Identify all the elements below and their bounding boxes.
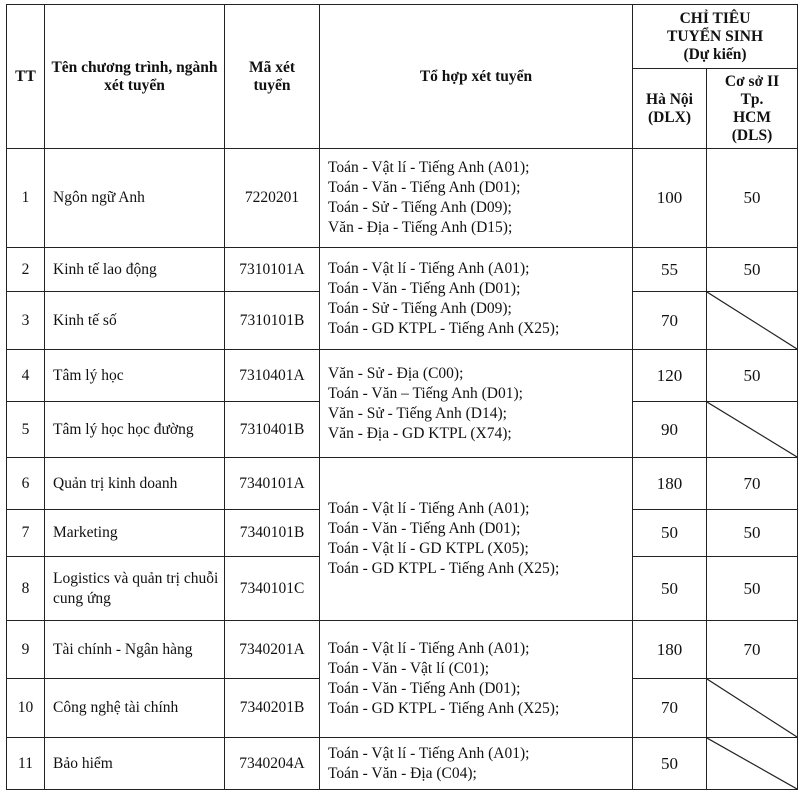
cell-program-name: Ngôn ngữ Anh — [45, 149, 225, 248]
header-quota-line3: (Dự kiến) — [683, 45, 747, 63]
header-hanoi-line2: (DLX) — [647, 108, 692, 126]
cell-program-name: Tâm lý học — [45, 350, 225, 402]
cell-subject-combination — [320, 149, 633, 248]
cell-admission-code: 7310101A — [225, 248, 320, 292]
cell-quota-hcm: 50 — [707, 149, 798, 248]
cell-quota-hcm-empty — [707, 679, 798, 738]
cell-quota-hcm: 70 — [707, 458, 798, 510]
cell-quota-hanoi: 120 — [633, 350, 707, 402]
cell-quota-hcm: 50 — [707, 350, 798, 402]
cell-subject-combination — [320, 738, 633, 790]
cell-quota-hanoi: 100 — [633, 149, 707, 248]
diagonal-line — [707, 292, 797, 349]
cell-subject-combination — [320, 248, 633, 350]
combo-line: Toán - GD KTPL - Tiếng Anh (X25); — [328, 560, 560, 577]
cell-admission-code: 7340204A — [225, 738, 320, 790]
header-hanoi-line1: Hà Nội — [646, 90, 693, 108]
combo-line: Toán - Sử - Tiếng Anh (D09); — [328, 199, 512, 216]
combo-line: Toán - Văn - Tiếng Anh (D01); — [328, 680, 521, 697]
combo-line: Toán - Vật lí - Tiếng Anh (A01); — [328, 259, 530, 277]
header-admission-code: Mã xét tuyển — [225, 5, 320, 149]
cell-tt: 4 — [7, 350, 45, 402]
combo-line: Toán - Vật lí - GD KTPL (X05); — [328, 540, 529, 557]
combo-line: Văn - Địa - GD KTPL (X74); — [328, 424, 512, 442]
cell-quota-hcm: 50 — [707, 557, 798, 621]
cell-admission-code: 7310401B — [225, 402, 320, 458]
cell-quota-hanoi: 70 — [633, 679, 707, 738]
cell-quota-hanoi: 50 — [633, 510, 707, 557]
cell-subject-combination — [320, 458, 633, 621]
cell-quota-hcm: 50 — [707, 510, 798, 557]
cell-quota-hcm: 70 — [707, 621, 798, 679]
combo-line: Toán - Vật lí - Tiếng Anh (A01); — [328, 500, 530, 517]
table-row — [7, 621, 798, 679]
combo-line: Toán - Văn - Vật lí (C01); — [328, 660, 490, 677]
combo-line: Toán - Vật lí - Tiếng Anh (A01); — [328, 640, 530, 657]
combo-line: Văn - Sử - Địa (C00); — [328, 364, 464, 382]
header-quota — [633, 5, 798, 69]
table-row — [7, 458, 798, 510]
header-hcm-line4: (DLS) — [731, 126, 773, 144]
combo-line: Văn - Sử - Tiếng Anh (D14); — [328, 404, 507, 422]
header-hcm-line1: Cơ sở II — [724, 72, 780, 90]
cell-quota-hcm-empty — [707, 292, 798, 350]
cell-admission-code: 7340201B — [225, 679, 320, 738]
cell-quota-hcm: 50 — [707, 248, 798, 292]
cell-tt: 5 — [7, 402, 45, 458]
header-hcm — [707, 69, 798, 149]
cell-quota-hcm-empty — [707, 402, 798, 458]
combo-line: Toán - Văn – Tiếng Anh (D01); — [328, 384, 523, 402]
cell-program-name: Tâm lý học học đường — [45, 402, 225, 458]
header-quota-line2: TUYỂN SINH — [666, 27, 764, 45]
cell-program-name: Quản trị kinh doanh — [45, 458, 225, 510]
cell-quota-hanoi: 50 — [633, 738, 707, 790]
cell-quota-hanoi: 180 — [633, 621, 707, 679]
diagonal-line — [707, 402, 797, 457]
cell-admission-code: 7310101B — [225, 292, 320, 350]
admission-table — [6, 4, 798, 790]
cell-quota-hanoi: 55 — [633, 248, 707, 292]
combo-line: Văn - Địa - Tiếng Anh (D15); — [328, 219, 513, 236]
cell-subject-combination — [320, 350, 633, 458]
cell-tt: 3 — [7, 292, 45, 350]
header-quota-line1: CHỈ TIÊU — [679, 9, 751, 27]
cell-tt: 11 — [7, 738, 45, 790]
cell-program-name: Logistics và quản trị chuỗi cung ứng — [45, 557, 225, 621]
combo-line: Toán - GD KTPL - Tiếng Anh (X25); — [328, 700, 560, 717]
combo-line: Toán - GD KTPL - Tiếng Anh (X25); — [328, 319, 560, 337]
cell-admission-code: 7340201A — [225, 621, 320, 679]
table-row — [7, 149, 798, 248]
cell-program-name: Marketing — [45, 510, 225, 557]
cell-admission-code: 7310401A — [225, 350, 320, 402]
cell-subject-combination — [320, 621, 633, 738]
table-row — [7, 248, 798, 292]
cell-tt: 1 — [7, 149, 45, 248]
table-row — [7, 350, 798, 402]
cell-tt: 7 — [7, 510, 45, 557]
header-hanoi — [633, 69, 707, 149]
cell-admission-code: 7340101A — [225, 458, 320, 510]
cell-admission-code: 7340101B — [225, 510, 320, 557]
cell-tt: 9 — [7, 621, 45, 679]
header-tt: TT — [7, 5, 45, 149]
cell-program-name: Tài chính - Ngân hàng — [45, 621, 225, 679]
cell-quota-hcm-empty — [707, 738, 798, 790]
cell-program-name: Kinh tế lao động — [45, 248, 225, 292]
cell-tt: 10 — [7, 679, 45, 738]
header-program-name: Tên chương trình, ngành xét tuyển — [45, 5, 225, 149]
cell-program-name: Công nghệ tài chính — [45, 679, 225, 738]
combo-line: Toán - Sử - Tiếng Anh (D09); — [328, 299, 512, 317]
combo-line: Toán - Văn - Tiếng Anh (D01); — [328, 279, 521, 297]
combo-line: Toán - Văn - Tiếng Anh (D01); — [328, 179, 521, 196]
combo-line: Toán - Văn - Tiếng Anh (D01); — [328, 520, 521, 537]
cell-tt: 2 — [7, 248, 45, 292]
cell-quota-hanoi: 50 — [633, 557, 707, 621]
cell-admission-code: 7340101C — [225, 557, 320, 621]
cell-tt: 8 — [7, 557, 45, 621]
cell-admission-code: 7220201 — [225, 149, 320, 248]
combo-line: Toán - Vật lí - Tiếng Anh (A01); — [328, 159, 530, 176]
cell-tt: 6 — [7, 458, 45, 510]
diagonal-line — [707, 738, 797, 789]
combo-line: Toán - Văn - Địa (C04); — [328, 764, 477, 782]
table-row — [7, 738, 798, 790]
cell-quota-hanoi: 90 — [633, 402, 707, 458]
cell-program-name: Bảo hiểm — [45, 738, 225, 790]
header-subject-combination: Tổ hợp xét tuyển — [320, 5, 633, 149]
header-hcm-line2: Tp. — [740, 90, 764, 108]
cell-quota-hanoi: 180 — [633, 458, 707, 510]
diagonal-line — [707, 679, 797, 737]
cell-program-name: Kinh tế số — [45, 292, 225, 350]
header-hcm-line3: HCM — [733, 108, 771, 126]
cell-quota-hanoi: 70 — [633, 292, 707, 350]
combo-line: Toán - Vật lí - Tiếng Anh (A01); — [328, 744, 530, 762]
